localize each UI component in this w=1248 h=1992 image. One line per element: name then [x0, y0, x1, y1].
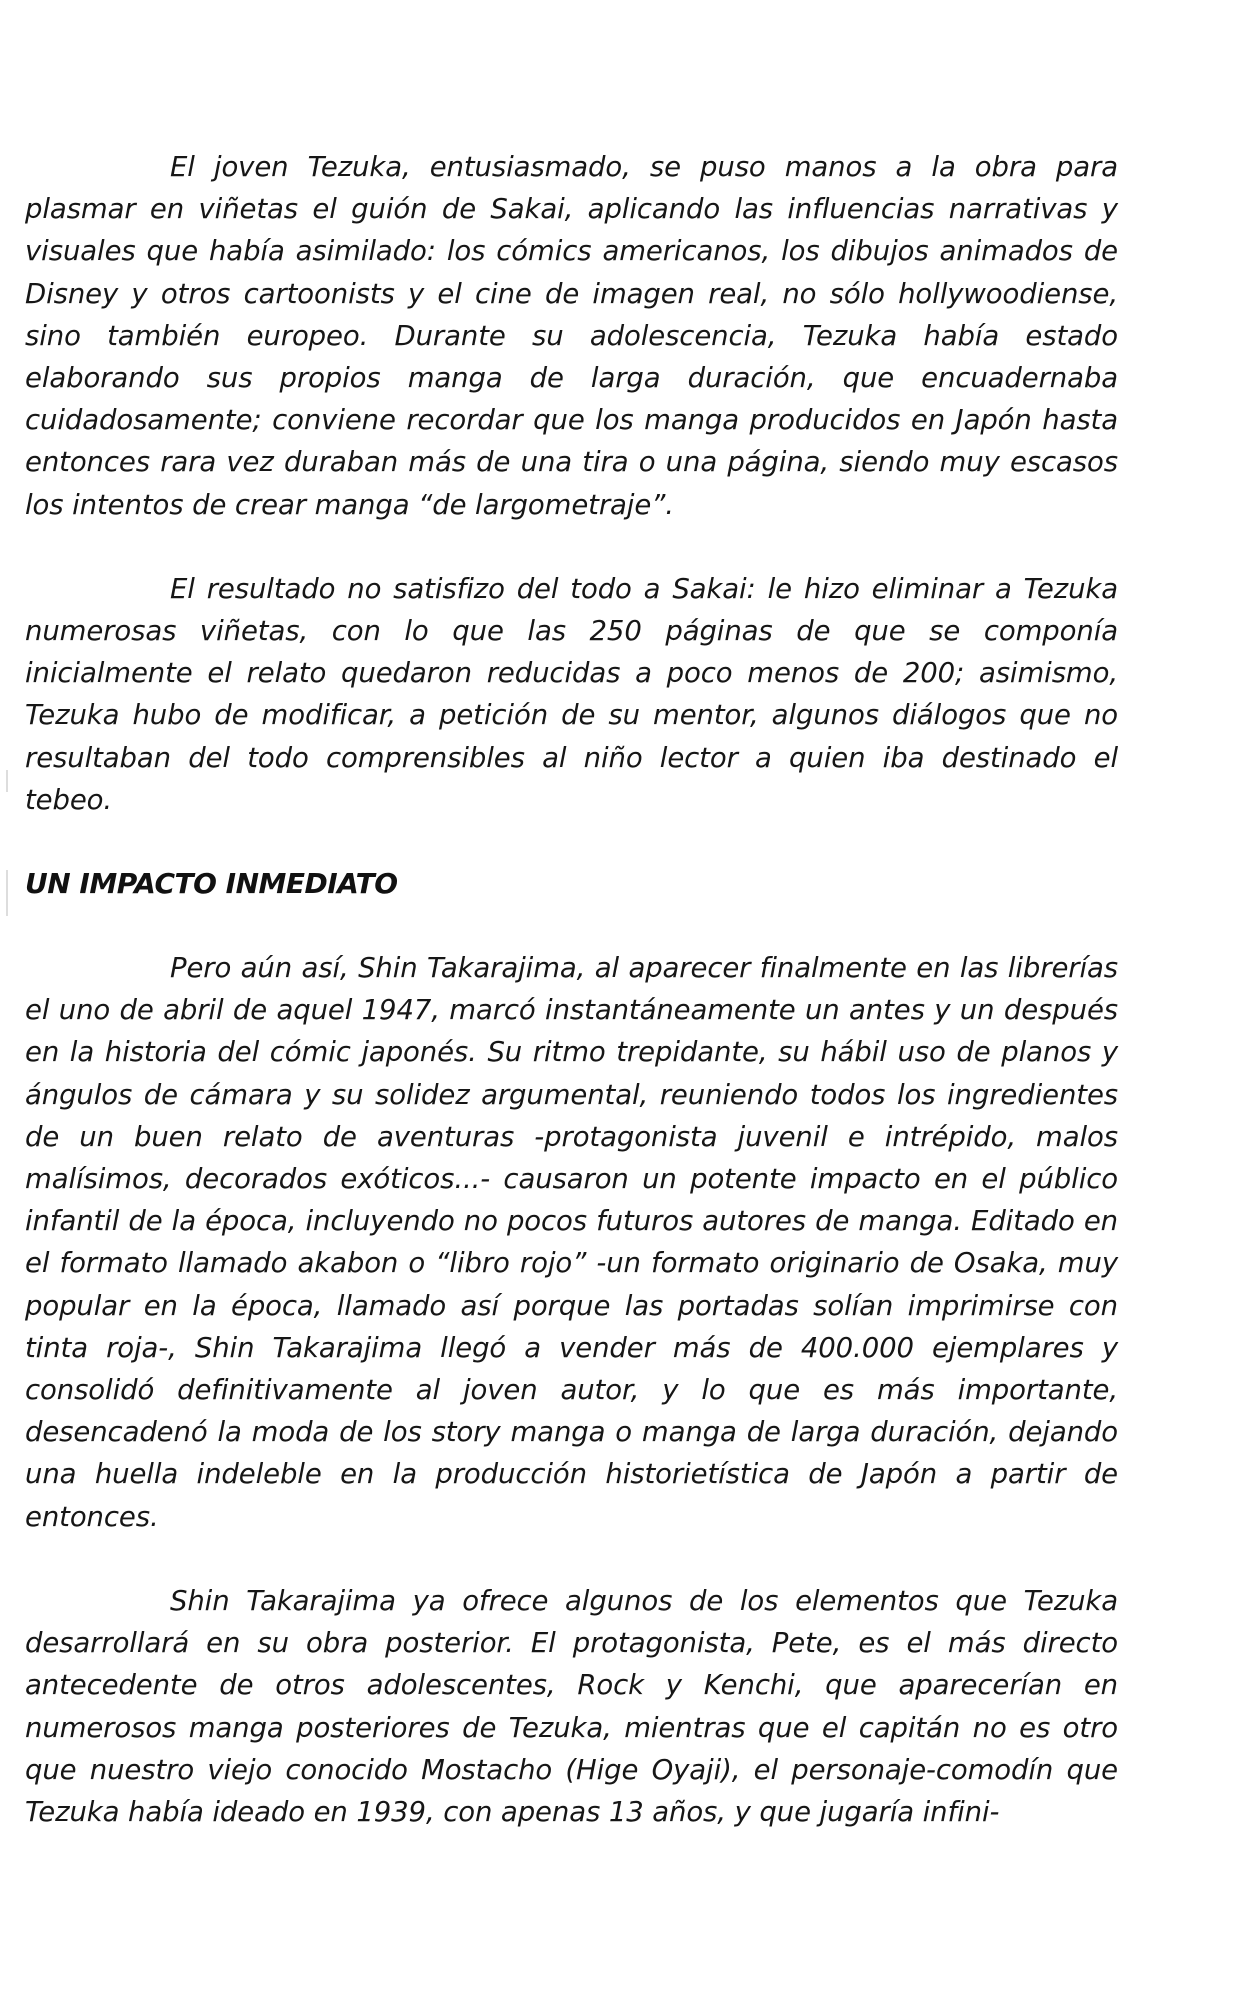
scan-margin-mark	[6, 870, 8, 916]
paragraph: Pero aún así, Shin Takarajima, al aparecer finalmente en las librerías el uno de abril de aquel 1947, marcó instantáneamente un antes y un después en la historia del cómic japonés. Su ritmo trepidante, su hábil uso de planos y ángulos de cámara y su solidez argumental, reuniendo todos los ingredientes de un buen relato de aventuras -protagonista juvenil e intrépido, malos malísimos, decorados exóticos...- causaron un potente impacto en el público infantil de la época, incluyendo no pocos futuros autores de manga. Editado en el formato llamado akabon o “libro rojo” -un formato originario de Osaka, muy popular en la época, llamado así porque las portadas solían imprimirse con tinta roja-, Shin Takarajima llegó a vender más de 400.000 ejemplares y consolidó definitivamente al joven autor, y lo que es más importante, desencadenó la moda de los story manga o manga de larga duración, dejando una huella indeleble en la producción historietística de Japón a partir de entonces.	[25, 952, 1118, 1533]
paragraph: Shin Takarajima ya ofrece algunos de los elementos que Tezuka desarrollará en su obra posterior. El protagonista, Pete, es el más directo antecedente de otros adolescentes, Rock y Kenchi, que aparecerían en numerosos manga posteriores de Tezuka, mientras que el capitán no es otro que nuestro viejo conocido Mostacho (Hige Oyaji), el personaje-comodín que Tezuka había ideado en 1939, con apenas 13 años, y que jugaría infini-	[25, 1584, 1118, 1828]
section-heading: UN IMPACTO INMEDIATO	[25, 867, 398, 901]
scan-margin-mark	[6, 770, 8, 792]
page-body	[25, 146, 1118, 1833]
paragraph: El joven Tezuka, entusiasmado, se puso manos a la obra para plasmar en viñetas el guión de Sakai, aplicando las influencias narrativas y visuales que había asimilado: los cómics americanos, los dibujos animados de Disney y otros cartoonists y el cine de imagen real, no sólo hollywoodiense, sino también europeo. Durante su adolescencia, Tezuka había estado elaborando sus propios manga de larga duración, que encuadernaba cuidadosamente; conviene recordar que los manga producidos en Japón hasta entonces rara vez duraban más de una tira o una página, siendo muy escasos los intentos de crear manga “de largometraje”.	[25, 151, 1118, 521]
paragraph: El resultado no satisfizo del todo a Sakai: le hizo eliminar a Tezuka numerosas viñetas, con lo que las 250 páginas de que se componía inicialmente el relato quedaron reducidas a poco menos de 200; asimismo, Tezuka hubo de modificar, a petición de su mentor, algunos diálogos que no resultaban del todo comprensibles al niño lector a quien iba destinado el tebeo.	[25, 572, 1118, 816]
